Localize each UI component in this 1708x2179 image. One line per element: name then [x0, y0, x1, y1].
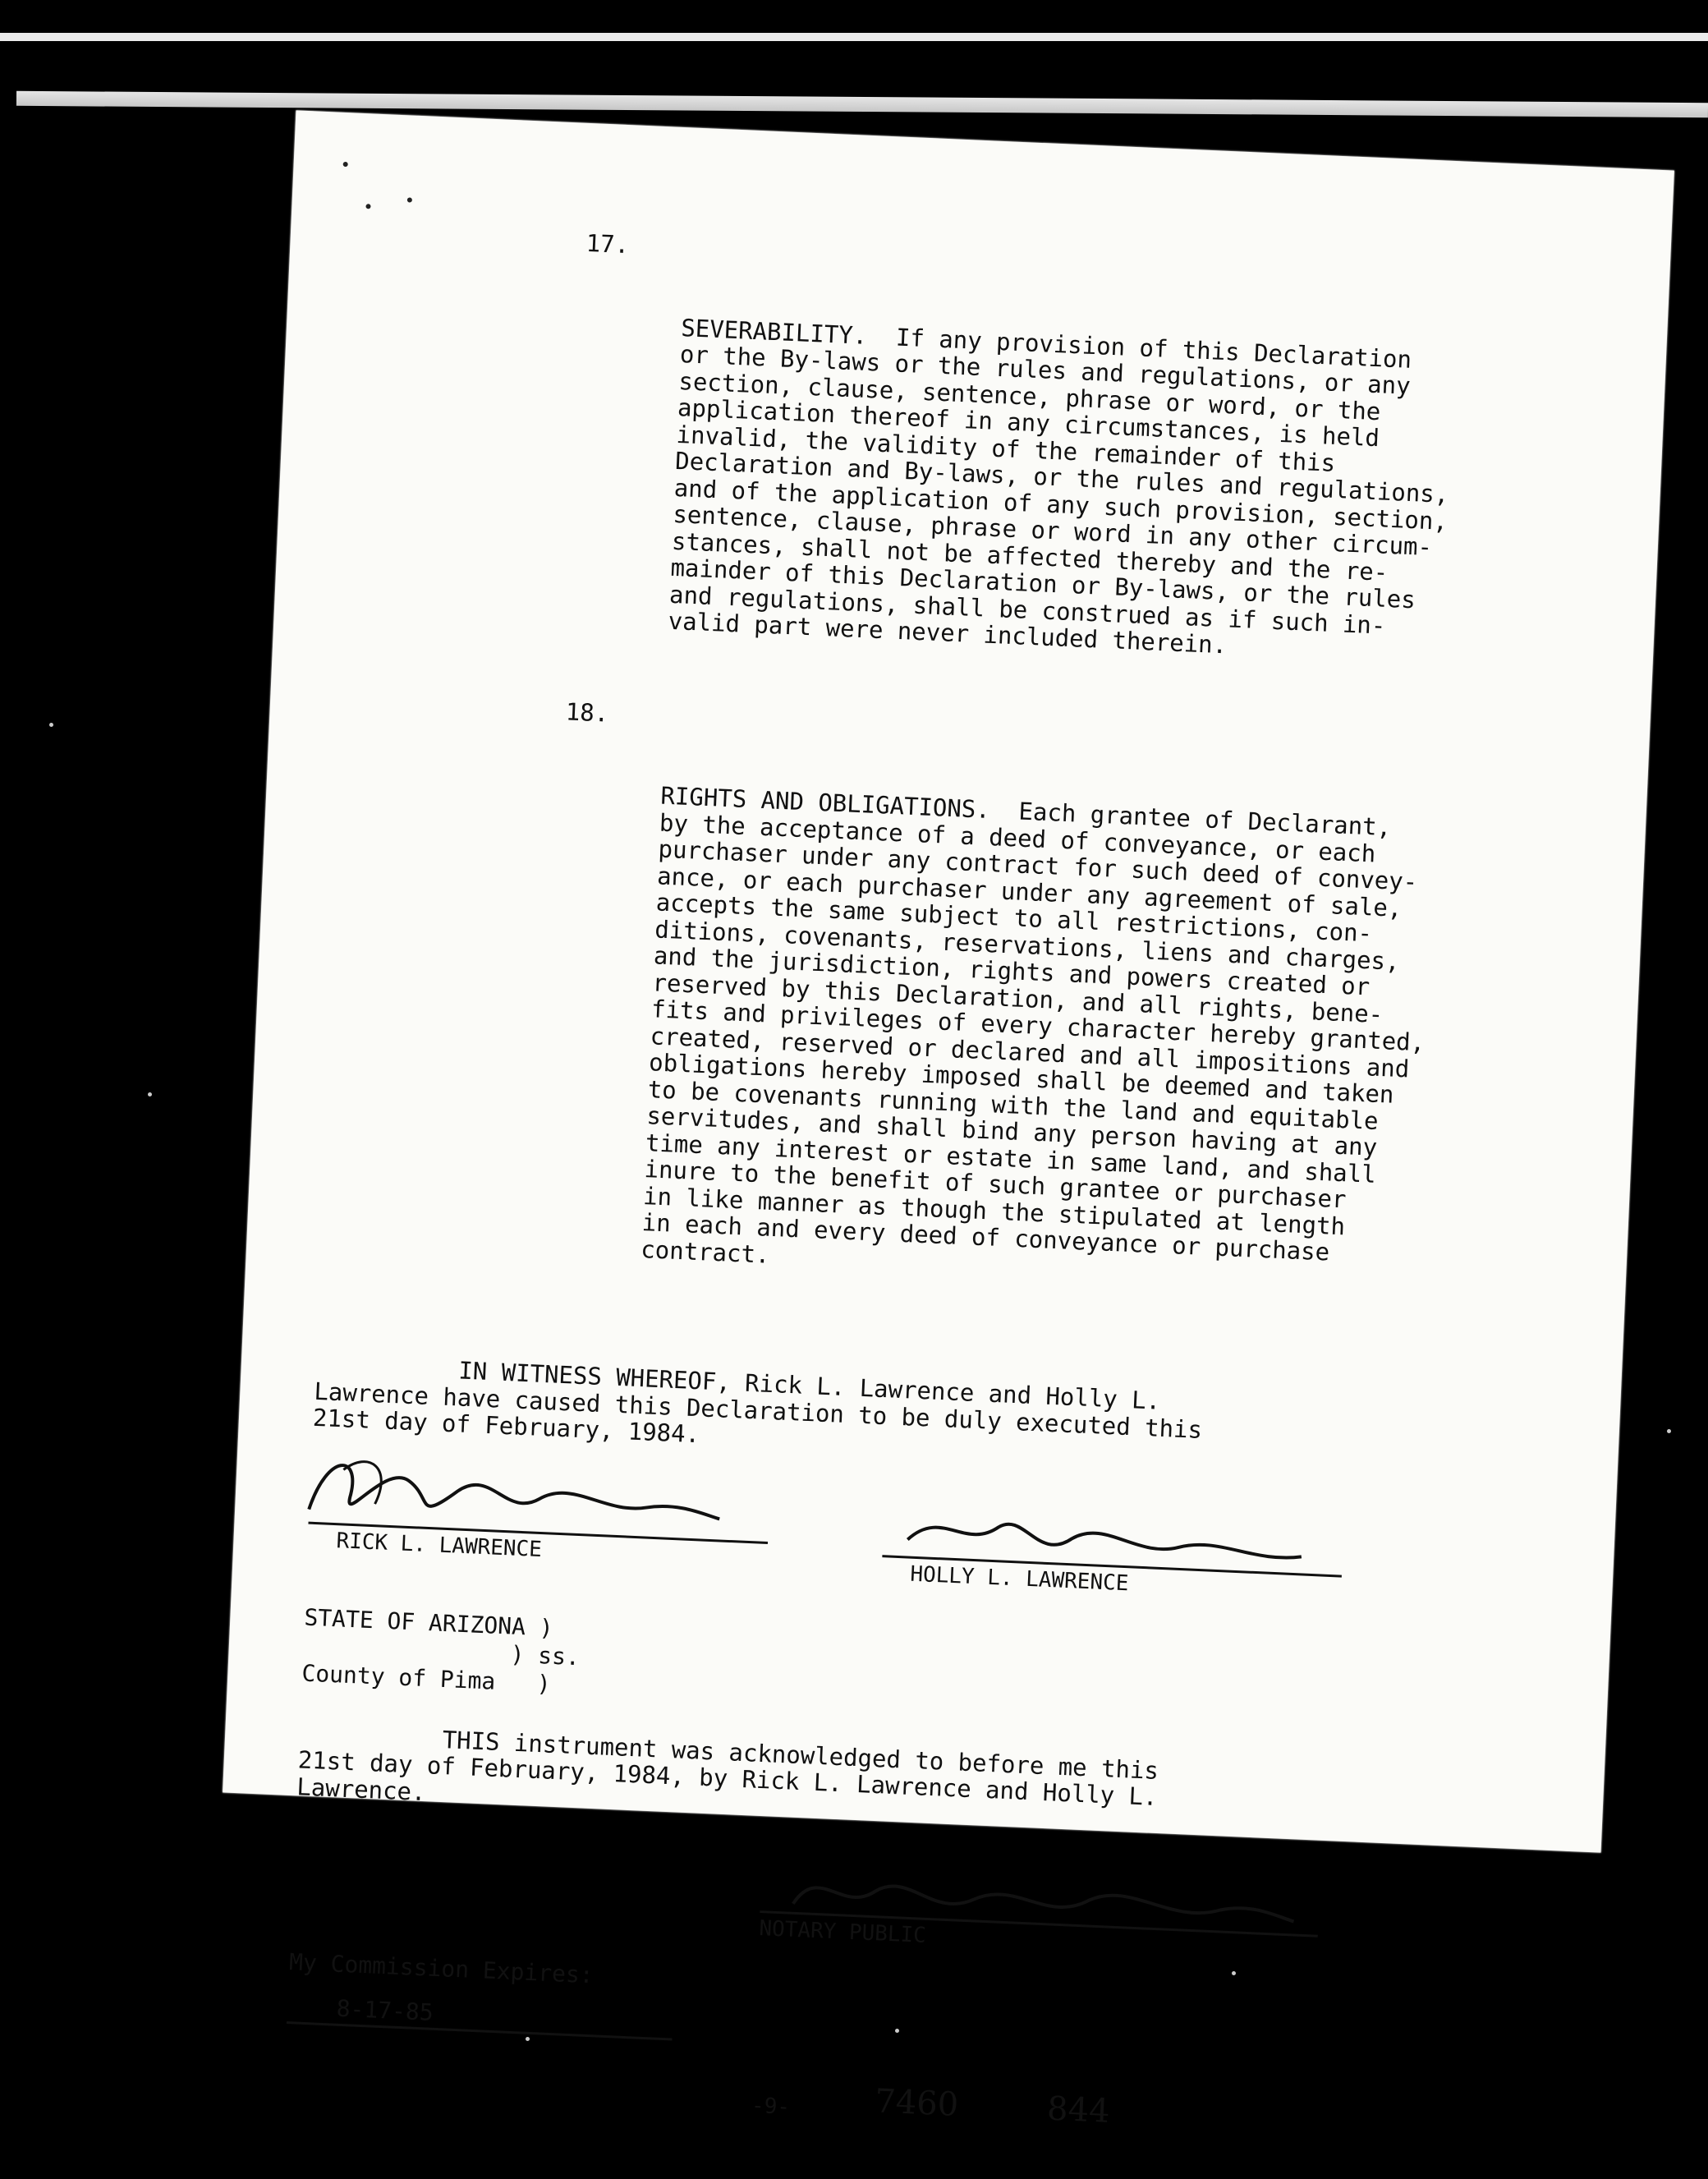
venue-ss: ) ss. [302, 1631, 581, 1671]
punch-mark [343, 162, 348, 167]
punch-mark [407, 197, 412, 202]
acknowledgment-clause: THIS instrument was acknowledged to before me this 21st day of February, 1984, by Rick L. Lawrence and Holly L. Lawrence. [296, 1718, 1159, 1812]
page-footer [282, 2057, 1516, 2176]
witness-clause: IN WITNESS WHEREOF, Rick L. Lawrence and Holly L. Lawrence have caused this Declaration to be duly executed this 21st day of February, 1984. [312, 1349, 1203, 1449]
commission-date: 8-17-85 [287, 1992, 673, 2040]
venue-state: STATE OF ARIZONA ) [303, 1603, 554, 1642]
section-17-text: SEVERABILITY. If any provision of this Declaration or the By-laws or the rules and regulations, or any section, clause, sentence, phrase or word, or the application thereof in any circumstances, is held invalid, the validity of the remainder of this Declaration and By-laws, or the rules and regulations, and of the application of any such provision, section, sentence, clause, phrase or word in any other circum- stances, shall not be affected thereby and the re- mainder of this Declaration or By-laws, or the rules and regulations, shall be construed as if such in- valid part were never included therein. [668, 313, 1449, 660]
signature-holly [881, 1555, 1342, 1605]
notary-signature [759, 1910, 1318, 1965]
record-number-1: 7460 [874, 2082, 960, 2124]
scan-edge-second [16, 91, 1708, 117]
document-body [282, 220, 1596, 2176]
commission-label: My Commission Expires: [288, 1948, 595, 1989]
section-18-number: 18. [565, 696, 609, 728]
section-17-number: 17. [585, 228, 630, 260]
venue-block [301, 1603, 1536, 1740]
record-number-2: 844 [1046, 2089, 1111, 2131]
scan-speck [1667, 1429, 1671, 1433]
section-18-text: RIGHTS AND OBLIGATIONS. Each grantee of Declarant, by the acceptance of a deed of conveyance, or each purchaser under any contract for such deed of convey- ance, or each purchaser under any agreement of sale, accepts the same subject to all restrictions, con- ditions, covenants, reservations, liens and charges, and the jurisdiction, rights and powers created or reserved by this Declaration, and all rights, bene- fits and privileges of every character hereby granted, created, reserved or declared and all impositions and obligations hereby imposed shall be deemed and taken to be covenants running with the land and equitable servitudes, and shall bind any person having at any time any interest or estate in same land, and shall inure to the benefit of such grantee or purchaser in like manner as though the stipulated at length in each and every deed of conveyance or purchase contract. [640, 781, 1426, 1269]
notary-title: NOTARY PUBLIC [758, 1916, 927, 1948]
scan-edge-top [0, 33, 1708, 41]
punch-mark [365, 204, 370, 209]
signer-name-rick: RICK L. LAWRENCE [335, 1528, 543, 1562]
venue-county: County of Pima ) [301, 1658, 552, 1698]
scan-speck [148, 1092, 152, 1096]
scan-speck [49, 723, 53, 727]
signer-name-holly: HOLLY L. LAWRENCE [909, 1561, 1130, 1596]
signature-rick [307, 1521, 768, 1571]
section-18 [539, 698, 1575, 1355]
document-page [223, 110, 1674, 2131]
page-number: -9- [751, 2093, 791, 2120]
section-17 [567, 230, 1596, 728]
